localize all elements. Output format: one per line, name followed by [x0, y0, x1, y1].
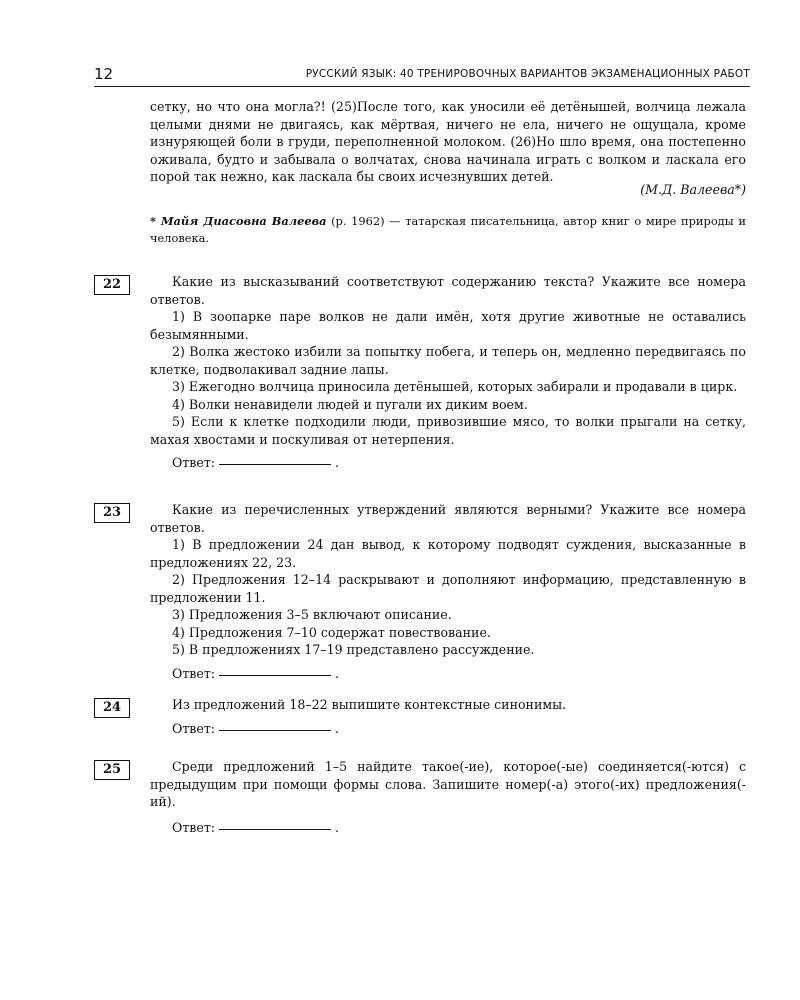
answer-field[interactable] [219, 729, 331, 731]
task-number-box: 25 [94, 760, 130, 780]
task-question: Среди предложений 1–5 найдите такое(-ие), которое(-ые) соединяется(-ются) с предыдущим при помощи формы слова. Запишите номер(-а) этого(-их) предложения(-ий). [150, 759, 746, 809]
option-item: 5) Если к клетке подходили люди, привозившие мясо, то волки прыгали на сетку, махая хвостами и поскуливая от нетерпения. [150, 414, 746, 447]
task-number-box: 23 [94, 503, 130, 523]
task-number-box: 24 [94, 698, 130, 718]
answer-label: Ответ: [172, 819, 216, 835]
option-item: 4) Предложения 7–10 содержат повествование. [172, 624, 491, 640]
option-item: 3) Предложения 3–5 включают описание. [172, 607, 452, 622]
task-question: Какие из перечисленных утверждений являются верными? Укажите все номера ответов. [150, 502, 746, 535]
page-number: 12 [94, 65, 114, 83]
option-item: 1) В предложении 24 дан вывод, к которому подводят суждения, высказанные в предложениях 22, 23. [150, 537, 746, 570]
answer-label: Ответ: [172, 665, 216, 681]
page-header [94, 62, 750, 87]
task-number-box: 22 [94, 275, 130, 295]
task-question: Из предложений 18–22 выпишите контекстные синонимы. [172, 697, 567, 712]
option-item: 5) В предложениях 17–19 представлено рассуждение. [172, 642, 535, 657]
option-item: 2) Волка жестоко избили за попытку побега, и теперь он, медленно передвигаясь по клетке, подволакивал задние лапы. [150, 344, 746, 377]
answer-field[interactable] [219, 463, 331, 465]
answer-row: Ответ: . [172, 665, 340, 681]
option-item: 3) Ежегодно волчица приносила детёнышей, которых забирали и продавали в цирк. [172, 379, 738, 394]
answer-row: Ответ: . [172, 819, 340, 835]
excerpt-text: сетку, но что она могла?! (25)После того, как уносили её детёнышей, волчица лежала целыми днями не двигаясь, как мёртвая, ничего не ела, ничего не ощущала, кроме изнуряющей боли в груди, переполненной молоком. (26)Но шло время, она постепенно оживала, будто и забывала о волчатах, снова начинала играть с волком и ласкала его порой так нежно, как ласкала бы своих исчезнувших детей. [150, 99, 746, 184]
answer-row: Ответ: . [172, 720, 340, 736]
footnote-text: (р. 1962) — татарская писательница, автор книг о мире природы и человека. [150, 214, 746, 245]
option-item: 2) Предложения 12–14 раскрывают и дополняют информацию, представленную в предложении 11. [150, 572, 746, 605]
footnote-author: * Майя Диасовна Валеева [150, 214, 327, 228]
option-item: 1) В зоопарке паре волков не дали имён, хотя другие животные не оставались безымянными. [150, 309, 746, 342]
author-signature: (М.Д. Валеева*) [640, 182, 746, 197]
answer-row: Ответ: . [172, 455, 340, 470]
answer-field[interactable] [219, 828, 331, 830]
answer-label: Ответ: [172, 455, 216, 470]
answer-field[interactable] [219, 674, 331, 676]
running-title: РУССКИЙ ЯЗЫК: 40 ТРЕНИРОВОЧНЫХ ВАРИАНТОВ ЭКЗАМЕНАЦИОННЫХ РАБОТ [305, 68, 750, 80]
task-question: Какие из высказываний соответствуют содержанию текста? Укажите все номера ответов. [150, 274, 746, 307]
answer-label: Ответ: [172, 720, 216, 736]
option-item: 4) Волки ненавидели людей и пугали их диким воем. [172, 396, 528, 412]
footnote [150, 213, 746, 247]
